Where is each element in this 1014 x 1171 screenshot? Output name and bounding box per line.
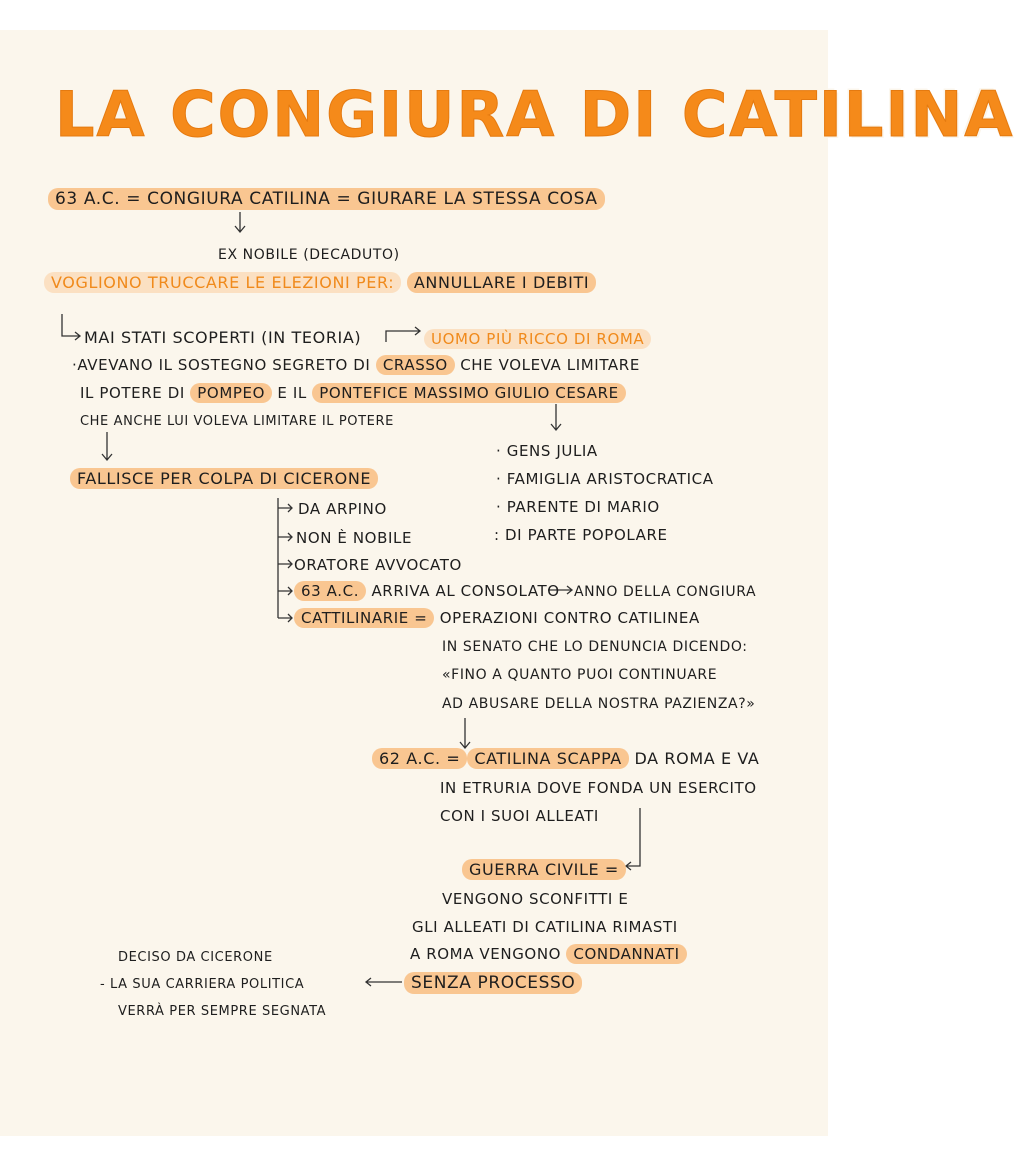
- catilinarie-line-2: IN SENATO CHE LO DENUNCIA DICENDO:: [442, 639, 748, 655]
- uomo-ricco: [424, 330, 651, 348]
- avevano-line: [72, 356, 640, 374]
- page-title: LA CONGIURA DI CATILINA: [55, 78, 1014, 151]
- avevano-text: ·AVEVANO IL SOSTEGNO SEGRETO DI: [72, 356, 371, 374]
- fuga-line-2: IN ETRURIA DOVE FONDA UN ESERCITO: [440, 779, 757, 797]
- intro-highlight: 63 A.C. = CONGIURA CATILINA = GIURARE LA STESSA COSA: [48, 188, 605, 210]
- arrow-down-fallisce: [102, 432, 112, 460]
- vogliono-line: [44, 273, 596, 292]
- ex-nobile-text: EX NOBILE (DECADUTO): [218, 247, 400, 263]
- cesare-fact-4: : DI PARTE POPOLARE: [494, 526, 668, 544]
- deciso-line-1: DECISO DA CICERONE: [118, 950, 273, 965]
- consolato-text: ARRIVA AL CONSOLATO: [371, 582, 560, 600]
- deciso-line-3: VERRÀ PER SEMPRE SEGNATA: [118, 1004, 327, 1019]
- arrow-to-guerra: [626, 808, 640, 870]
- roma-text: A ROMA VENGONO: [410, 945, 562, 963]
- fuga-rest: DA ROMA E VA: [634, 749, 760, 768]
- catilinarie-line-4: AD ABUSARE DELLA NOSTRA PAZIENZA?»: [442, 696, 756, 712]
- pontefice-highlight: PONTEFICE MASSIMO GIULIO CESARE: [312, 383, 626, 403]
- scappa-highlight: CATILINA SCAPPA: [467, 748, 629, 769]
- operazioni-text: OPERAZIONI CONTRO CATILINEA: [439, 609, 700, 627]
- senza-highlight: SENZA PROCESSO: [404, 972, 582, 994]
- guerra-highlight: GUERRA CIVILE =: [462, 859, 626, 880]
- guerra-line-2: GLI ALLEATI DI CATILINA RIMASTI: [412, 918, 678, 936]
- catilinarie-highlight: CATTILINARIE =: [294, 608, 434, 628]
- e-il-text: E IL: [277, 384, 307, 402]
- catilinarie-line-3: «FINO A QUANTO PUOI CONTINUARE: [442, 667, 718, 683]
- potere-line: [80, 384, 626, 402]
- guerra-line-3: [410, 945, 687, 963]
- cesare-fact-2: · FAMIGLIA ARISTOCRATICA: [496, 470, 714, 488]
- cicerone-item-1: DA ARPINO: [298, 500, 387, 518]
- potere-text: IL POTERE DI: [80, 384, 185, 402]
- consolato-line: [294, 582, 560, 600]
- cesare-fact-1: · GENS JULIA: [496, 442, 598, 460]
- fallisce-line: [70, 469, 378, 488]
- fuga-line: [372, 749, 759, 768]
- annullare-debiti: ANNULLARE I DEBITI: [407, 272, 596, 293]
- fallisce-highlight: FALLISCE PER COLPA DI CICERONE: [70, 468, 378, 489]
- fuga-line-3: CON I SUOI ALLEATI: [440, 807, 599, 825]
- guerra-line-1: VENGONO SCONFITTI E: [442, 890, 629, 908]
- cesare-fact-3: · PARENTE DI MARIO: [496, 498, 660, 516]
- tick-4: [278, 587, 292, 595]
- cicerone-item-3: ORATORE AVVOCATO: [294, 556, 462, 574]
- arrow-elbow-mai: [62, 314, 80, 340]
- arrow-down-62: [460, 718, 470, 748]
- arrow-to-deciso: [366, 978, 402, 986]
- deciso-line-2: - LA SUA CARRIERA POLITICA: [100, 977, 305, 992]
- intro-line: [48, 189, 605, 209]
- cicerone-item-2: NON È NOBILE: [296, 529, 413, 547]
- voleva-limitare: CHE VOLEVA LIMITARE: [460, 356, 640, 374]
- senza-processo: [404, 973, 582, 993]
- tick-3: [278, 560, 292, 568]
- anche-lui-text: CHE ANCHE LUI VOLEVA LIMITARE IL POTERE: [80, 414, 394, 429]
- anno-congiura: ANNO DELLA CONGIURA: [574, 584, 757, 600]
- consolato-date: 63 A.C.: [294, 581, 366, 601]
- catilinarie-line: [294, 609, 700, 627]
- arrow-down-cesare: [551, 404, 561, 430]
- pompeo-highlight: POMPEO: [190, 383, 272, 403]
- guerra-civile: [462, 860, 626, 879]
- arrow-down-1: [235, 212, 245, 232]
- tick-5: [278, 614, 292, 622]
- condannati-highlight: CONDANNATI: [566, 944, 686, 964]
- vogliono-text: VOGLIONO TRUCCARE LE ELEZIONI PER:: [44, 272, 401, 293]
- arrow-crasso-uomo: [386, 327, 420, 342]
- tick-2: [278, 533, 292, 541]
- tick-1: [278, 504, 292, 512]
- fuga-date: 62 A.C. =: [372, 748, 467, 769]
- crasso-highlight: CRASSO: [376, 355, 455, 375]
- uomo-ricco-label: UOMO PIÙ RICCO DI ROMA: [424, 329, 651, 349]
- mai-scoperti: MAI STATI SCOPERTI (IN TEORIA): [84, 328, 362, 347]
